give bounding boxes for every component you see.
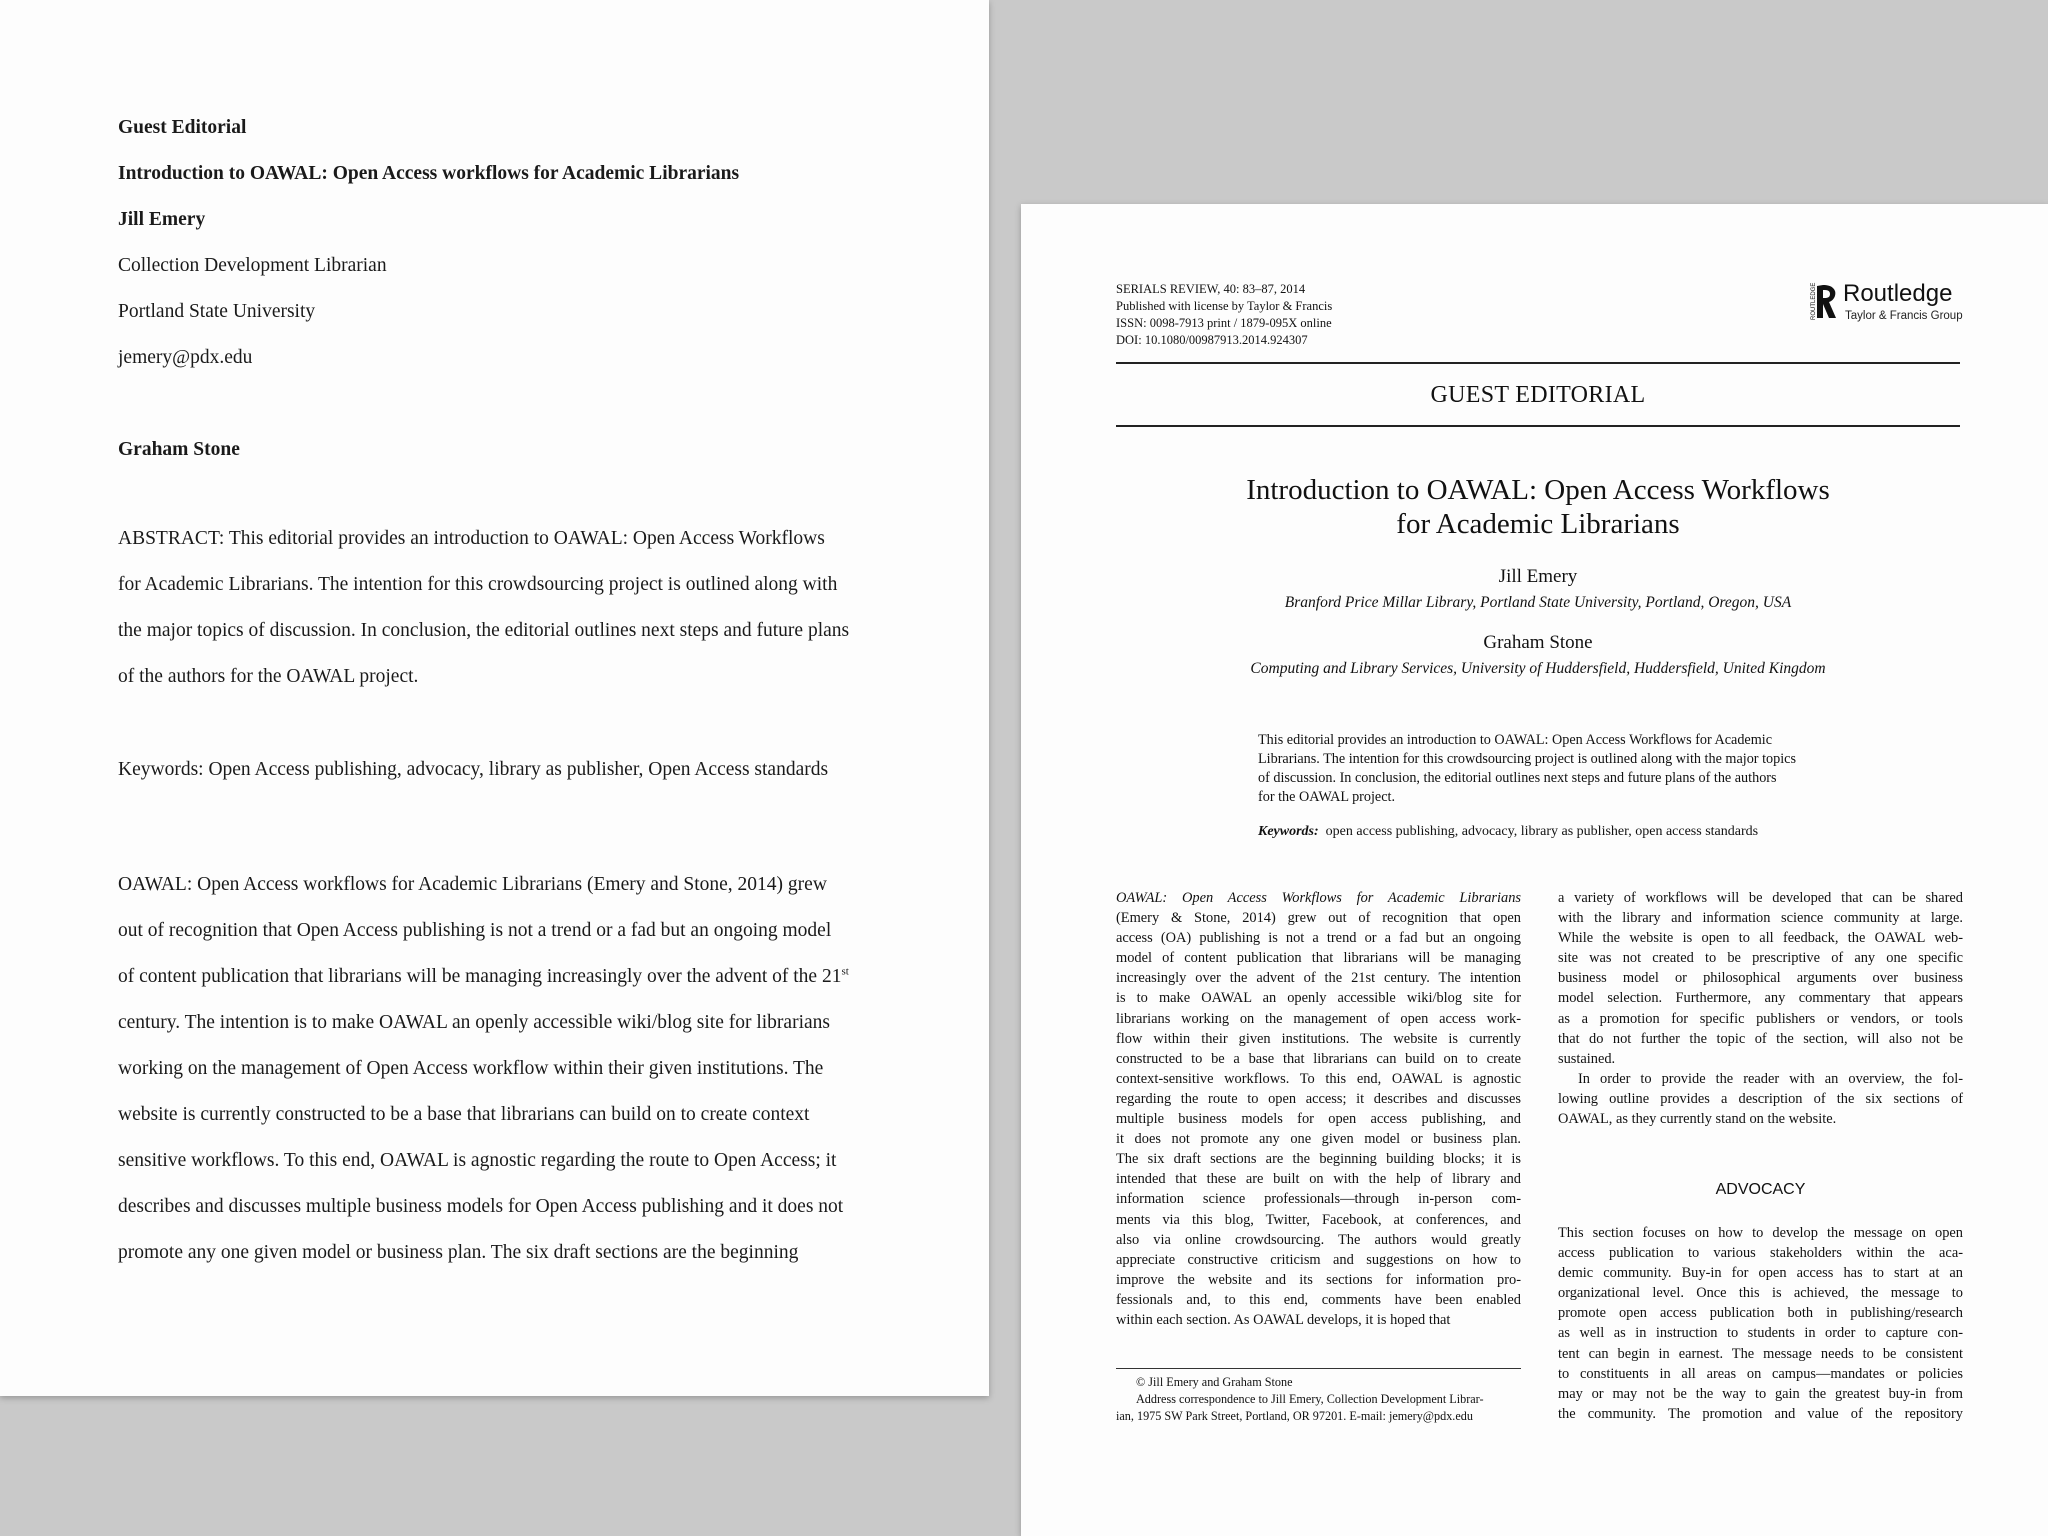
author-2-name: Graham Stone <box>1483 632 1593 653</box>
footnote-address: ian, 1975 SW Park Street, Portland, OR 97201. E-mail: jemery@pdx.edu <box>1116 1409 1473 1423</box>
column-line: multiple business models for open access publishing, and <box>1116 1111 1521 1128</box>
column-line: librarians working on the management of open access work- <box>1116 1010 1521 1027</box>
column-line: sustained. <box>1558 1050 1616 1067</box>
routledge-logo <box>1805 280 1965 324</box>
column-line: business model or philosophical arguments over business <box>1558 970 1963 987</box>
column-line: it does not promote any one given model or business plan. <box>1116 1131 1521 1148</box>
journal-info <box>1116 281 1332 349</box>
column-line: fessionals and, to this end, comments have been enabled <box>1116 1291 1521 1308</box>
column-line: demic community. Buy-in for open access has to start at an <box>1558 1265 1963 1282</box>
footnote-address: Address correspondence to Jill Emery, Collection Development Librar- <box>1136 1392 1484 1406</box>
footnote-rule <box>1116 1368 1521 1369</box>
body-column-left <box>1116 888 1521 1330</box>
ms-body-line: promote any one given model or business plan. The six draft sections are the beginning <box>118 1242 799 1263</box>
column-line: The six draft sections are the beginning building blocks; it is <box>1116 1151 1521 1168</box>
ms-title: Introduction to OAWAL: Open Access workflows for Academic Librarians <box>118 163 740 184</box>
column-line: flow within their given institutions. The website is currently <box>1116 1030 1521 1047</box>
ms-abstract-line: of the authors for the OAWAL project. <box>118 666 419 687</box>
ms-author-1-email: jemery@pdx.edu <box>118 347 253 368</box>
ms-author-1-role: Collection Development Librarian <box>118 255 387 276</box>
ms-abstract-line: the major topics of discussion. In conclusion, the editorial outlines next steps and future plans <box>118 620 850 641</box>
ms-superscript: st <box>841 965 849 978</box>
column-line: (Emery & Stone, 2014) grew out of recognition that open <box>1116 910 1521 927</box>
column-line: promote open access publication both in publishing/research <box>1558 1305 1963 1322</box>
column-line: a variety of workflows will be developed that can be shared <box>1558 890 1963 906</box>
ms-body-line-text: of content publication that librarians will be managing increasingly over the advent of the 21 <box>118 966 842 987</box>
column-line: improve the website and its sections for information pro- <box>1116 1271 1521 1288</box>
advocacy-heading: ADVOCACY <box>1715 1181 1806 1198</box>
header-rule-top <box>1116 362 1960 364</box>
ms-body-line <box>118 954 898 1000</box>
body-column-right-top <box>1558 888 1963 1129</box>
ms-body-line: century. The intention is to make OAWAL an openly accessible wiki/blog site for librarians <box>118 1012 830 1033</box>
column-line: within each section. As OAWAL develops, it is hoped that <box>1116 1311 1451 1328</box>
manuscript-page <box>0 0 989 1396</box>
abstract <box>1258 731 1828 807</box>
column-line: may or may not be the way to gain the greatest buy-in from <box>1558 1385 1963 1402</box>
column-line: as well as in instruction to students in order to capture con- <box>1558 1325 1963 1342</box>
ms-body <box>118 862 898 1276</box>
column-line: tent can begin in earnest. The message needs to be consistent <box>1558 1345 1963 1362</box>
abstract-line: Librarians. The intention for this crowdsourcing project is outlined along with the major topics <box>1258 751 1796 767</box>
column-line: model selection. Furthermore, any commentary that appears <box>1558 990 1963 1007</box>
column-line: with the library and information science community at large. <box>1558 910 1963 927</box>
column-line: context-sensitive workflows. To this end, OAWAL is agnostic <box>1116 1070 1521 1087</box>
journal-info-line: DOI: 10.1080/00987913.2014.924307 <box>1116 333 1308 347</box>
column-line: In order to provide the reader with an overview, the fol- <box>1578 1070 1963 1087</box>
column-line: lowing outline provides a description of the six sections of <box>1558 1090 1963 1107</box>
column-line: constructed to be a base that librarians can build on to create <box>1116 1050 1521 1067</box>
article-title-line: Introduction to OAWAL: Open Access Workflows <box>1246 474 1830 506</box>
footnote-copyright: © Jill Emery and Graham Stone <box>1136 1375 1293 1389</box>
ms-author-2: Graham Stone <box>118 439 240 460</box>
logo-name: Routledge <box>1843 280 1953 307</box>
body-column-right-bottom <box>1558 1223 1963 1424</box>
column-line: access publication to various stakeholders within the aca- <box>1558 1245 1963 1262</box>
article-title-line: for Academic Librarians <box>1396 508 1680 540</box>
ms-body-line: describes and discusses multiple business models for Open Access publishing and it does not <box>118 1196 844 1217</box>
column-line: While the website is open to all feedback, the OAWAL web- <box>1558 930 1963 947</box>
ms-section-label: Guest Editorial <box>118 117 247 138</box>
column-line: that do not further the topic of the section, will also not be <box>1558 1030 1963 1047</box>
column-line: model of content publication that librarians will be managing <box>1116 950 1521 967</box>
article-title <box>1116 473 1960 541</box>
journal-info-line: Published with license by Taylor & Francis <box>1116 299 1333 313</box>
column-line: access (OA) publishing is not a trend or a fad but an ongoing <box>1116 930 1521 947</box>
ms-author-1-institution: Portland State University <box>118 301 316 322</box>
logo-side-text: ROUTLEDGE <box>1811 282 1817 320</box>
ms-abstract-line: ABSTRACT: This editorial provides an introduction to OAWAL: Open Access Workflows <box>118 528 825 549</box>
column-line: to constituents in all areas on campus—mandates or policies <box>1558 1365 1963 1382</box>
column-line: is to make OAWAL an openly accessible wiki/blog site for <box>1116 990 1521 1007</box>
section-heading: GUEST EDITORIAL <box>1430 382 1646 408</box>
abstract-line: of discussion. In conclusion, the editorial outlines next steps and future plans of the authors <box>1258 770 1777 786</box>
column-line: OAWAL: Open Access Workflows for Academic Librarians <box>1116 890 1521 906</box>
ms-body-line: OAWAL: Open Access workflows for Academic Librarians (Emery and Stone, 2014) grew <box>118 874 827 895</box>
column-line: appreciate constructive criticism and suggestions on how to <box>1116 1251 1521 1268</box>
column-line: the community. The promotion and value of the repository <box>1558 1405 1963 1422</box>
author-1-affiliation: Branford Price Millar Library, Portland State University, Portland, Oregon, USA <box>1284 594 1792 611</box>
header-rule-bottom <box>1116 425 1960 427</box>
footnote <box>1116 1374 1521 1425</box>
column-line: This section focuses on how to develop the message on open <box>1558 1225 1963 1241</box>
abstract-line: for the OAWAL project. <box>1258 789 1396 805</box>
journal-info-line: ISSN: 0098-7913 print / 1879-095X online <box>1116 316 1332 330</box>
column-line: OAWAL, as they currently stand on the website. <box>1558 1111 1837 1128</box>
logo-subtitle: Taylor & Francis Group <box>1845 310 1963 322</box>
ms-author-1: Jill Emery <box>118 209 206 230</box>
column-line: as a promotion for specific publishers or vendors, or tools <box>1558 1010 1963 1027</box>
column-line: increasingly over the advent of the 21st century. The intention <box>1116 970 1521 987</box>
ms-body-line: out of recognition that Open Access publishing is not a trend or a fad but an ongoing model <box>118 920 832 941</box>
author-2-affiliation: Computing and Library Services, University of Huddersfield, Huddersfield, United Kingdom <box>1250 660 1826 677</box>
column-line: intended that these are built on with the help of library and <box>1116 1171 1521 1188</box>
abstract-line: This editorial provides an introduction to OAWAL: Open Access Workflows for Academic <box>1258 732 1773 748</box>
ms-body-line: sensitive workflows. To this end, OAWAL is agnostic regarding the route to Open Access; it <box>118 1150 837 1171</box>
column-line: also via online crowdsourcing. The authors would greatly <box>1116 1231 1521 1248</box>
keywords-label: Keywords: <box>1258 824 1319 839</box>
ms-body-line: working on the management of Open Access workflow within their given institutions. The <box>118 1058 824 1079</box>
column-line: organizational level. Once this is achieved, the message to <box>1558 1285 1963 1302</box>
ms-abstract <box>118 516 898 700</box>
keywords-text: open access publishing, advocacy, library as publisher, open access standards <box>1325 824 1759 839</box>
ms-body-line: website is currently constructed to be a base that librarians can build on to create context <box>118 1104 810 1125</box>
column-line: information science professionals—through in-person com- <box>1116 1191 1521 1208</box>
keywords <box>1258 824 1858 840</box>
ms-abstract-line: for Academic Librarians. The intention for this crowdsourcing project is outlined along with <box>118 574 838 595</box>
published-page <box>1021 204 2048 1536</box>
column-line: site was not created to be prescriptive of any one specific <box>1558 950 1963 967</box>
ms-keywords: Keywords: Open Access publishing, advocacy, library as publisher, Open Access standards <box>118 759 829 780</box>
author-1-name: Jill Emery <box>1498 566 1578 587</box>
journal-info-line: SERIALS REVIEW, 40: 83–87, 2014 <box>1116 282 1306 296</box>
column-line: regarding the route to open access; it describes and discusses <box>1116 1090 1521 1107</box>
column-line: ments via this blog, Twitter, Facebook, at conferences, and <box>1116 1211 1521 1228</box>
